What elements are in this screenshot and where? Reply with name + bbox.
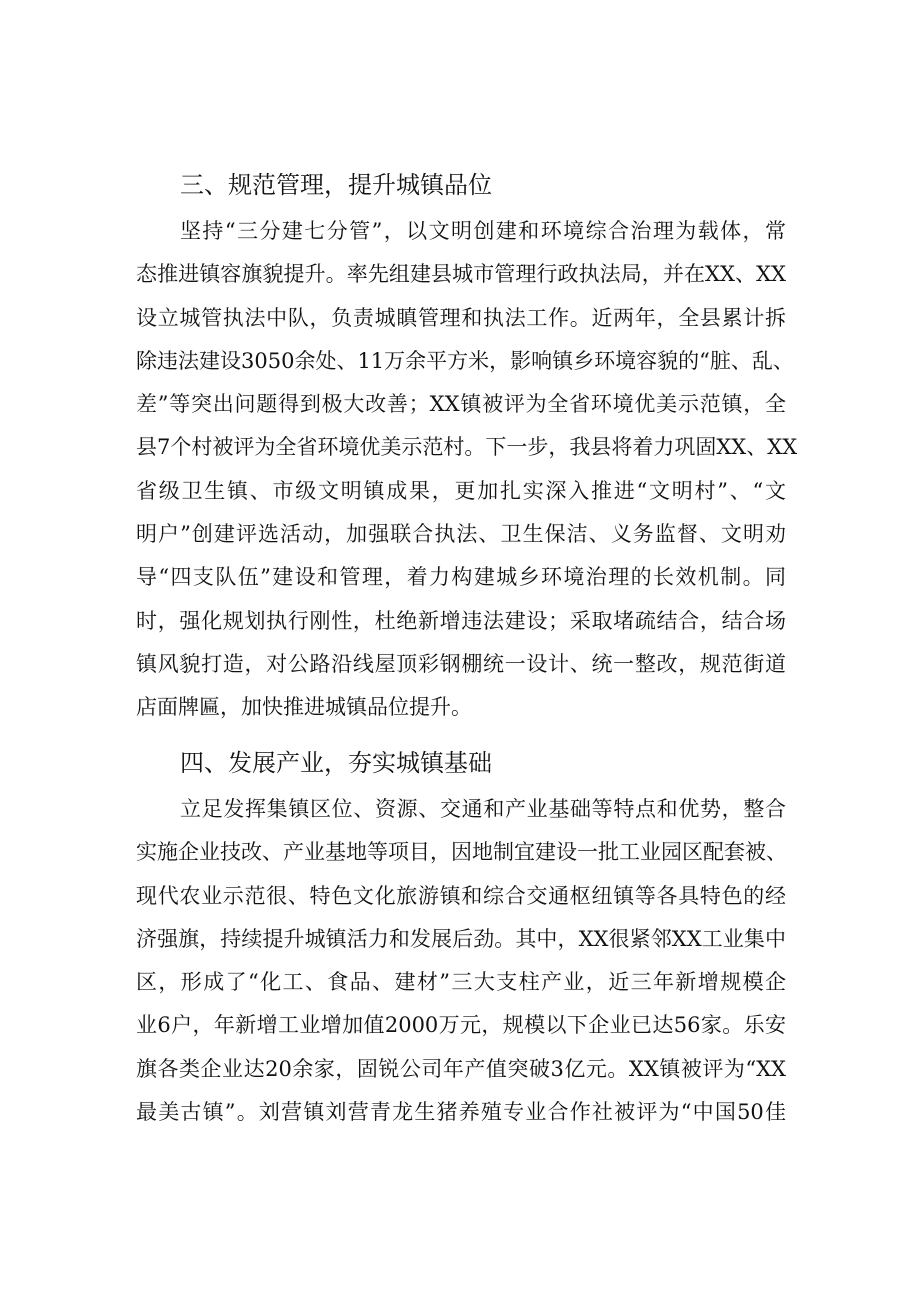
- paragraph-line: 导“四支队伍”建设和管理，着力构建城乡环境治理的长效机制。同: [136, 565, 786, 590]
- paragraph-line: 济强旗，持续提升城镇活力和发展后劲。其中，XX很紧邻XX工业集中: [136, 926, 786, 951]
- paragraph-line: 立足发挥集镇区位、资源、交通和产业基础等特点和优势，整合: [180, 797, 786, 821]
- paragraph-line: 实施企业技改、产业基地等项目，因地制宜建设一批工业园区配套被、: [136, 840, 787, 865]
- paragraph-line: 店面牌匾，加快推进城镇品位提升。: [136, 695, 472, 720]
- paragraph-line: 设立城管执法中队，负责城瞋管理和执法工作。近两年，全县累计拆: [136, 305, 786, 330]
- paragraph-line: 差”等突出问题得到极大改善；XX镇被评为全省环境优美示范镇，全: [136, 392, 786, 417]
- section-heading: 四、发展产业，夯实城镇基础: [180, 749, 492, 777]
- section-three: [136, 160, 798, 730]
- paragraph-line: 业6户，年新增工业增加值2000万元，规模以下企业已达56家。乐安: [136, 1013, 786, 1038]
- paragraph-line: 区，形成了“化工、食品、建材”三大支柱产业，近三年新增规模企: [136, 970, 786, 995]
- paragraph-line: 镇风貌打造，对公路沿线屋顶彩钢棚统一设计、统一整改，规范街道: [136, 651, 786, 676]
- paragraph-line: 省级卫生镇、市级文明镇成果，更加扎实深入推进“文明村”、“文: [136, 478, 786, 503]
- paragraph-line: 最美古镇”。刘营镇刘营青龙生猪养殖专业合作社被评为“中国50佳: [136, 1100, 786, 1125]
- paragraph-line: 旗各类企业达20余家，固锐公司年产值突破3亿元。XX镇被评为“XX: [136, 1056, 786, 1081]
- section-body: [136, 788, 786, 1134]
- paragraph-line: 除违法建设3050余处、11万余平方米，影响镇乡环境容貌的“脏、乱、: [136, 348, 794, 373]
- paragraph-line: 时，强化规划执行刚性，杜绝新增违法建设；采取堵疏结合，结合场: [136, 608, 786, 633]
- section-heading: 三、规范管理，提升城镇品位: [180, 171, 492, 199]
- paragraph-line: 坚持“三分建七分管”，以文明创建和环境综合治理为载体，常: [180, 219, 786, 243]
- paragraph-line: 明户”创建评选活动，加强联合执法、卫生保洁、义务监督、文明劝: [136, 522, 786, 547]
- paragraph-line: 县7个村被评为全省环境优美示范村。下一步，我县将着力巩固XX、XX: [136, 435, 798, 460]
- section-body: [136, 210, 798, 730]
- paragraph-line: 态推进镇容旗貌提升。率先组建县城市管理行政执法局，并在XX、XX: [136, 262, 786, 287]
- section-four: [136, 738, 786, 1134]
- paragraph-line: 现代农业示范很、特色文化旅游镇和综合交通枢纽镇等各具特色的经: [136, 883, 786, 908]
